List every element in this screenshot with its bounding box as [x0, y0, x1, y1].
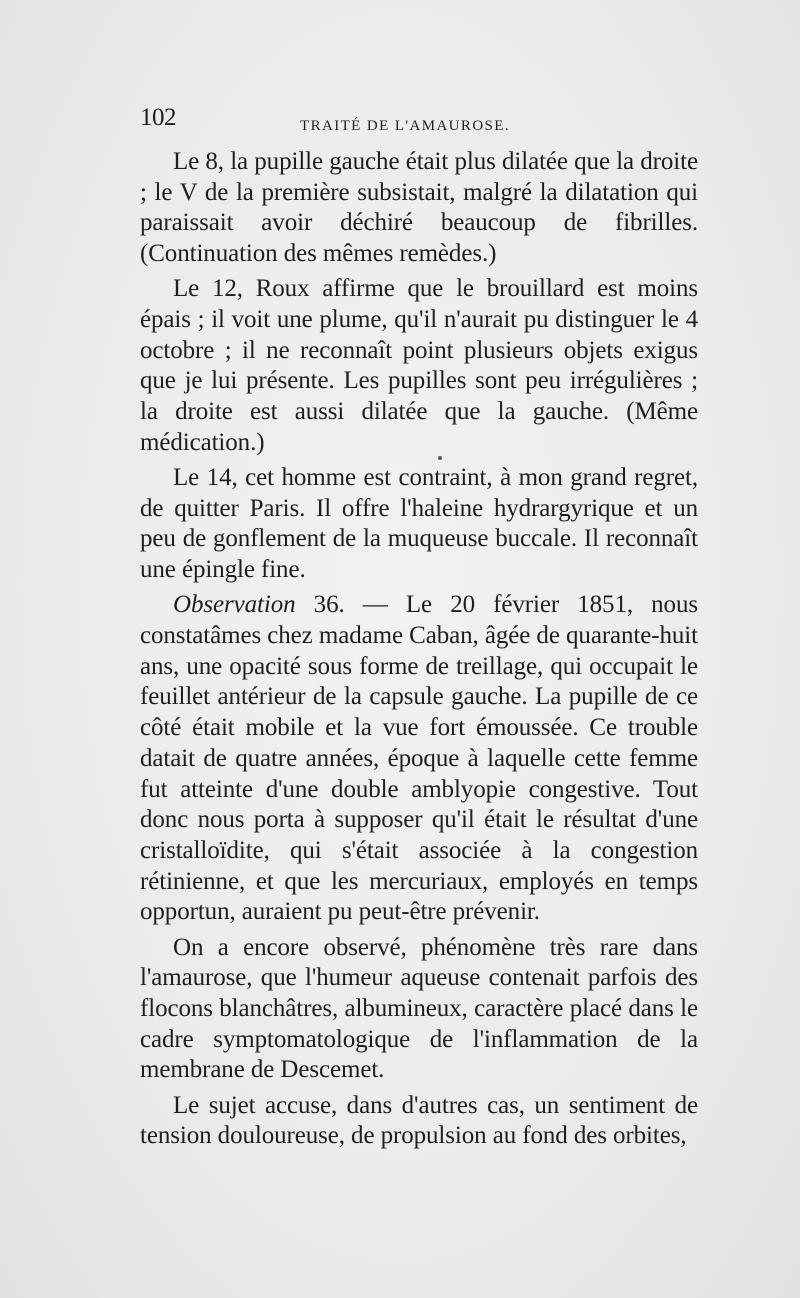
body-text	[140, 147, 698, 1157]
paragraph-text: On a encore observé, phénomène très rare dans l'amaurose, que l'humeur aqueuse contenait parfois des flocons blanchâtres, albumineux, caractère placé dans le cadre symptomatologique de l'inflammation de la membrane de Descemet.	[140, 933, 698, 1084]
paragraph-text: Le 12, Roux affirme que le brouillard est moins épais ; il voit une plume, qu'il n'aurait pu distinguer le 4 octobre ; il ne reconnaît point plusieurs objets exigus que je lui présente. Les pupilles sont peu irrégulières ; la droite est aussi dilatée que la gauche. (Même médication.)	[140, 275, 698, 456]
paragraph	[140, 147, 698, 270]
ink-speck	[438, 456, 442, 460]
paragraph	[140, 463, 698, 586]
page-number: 102	[140, 104, 176, 131]
observation-paragraph	[140, 590, 698, 928]
paragraph	[140, 933, 698, 1087]
page-header	[140, 104, 700, 138]
paragraph	[140, 1091, 698, 1152]
paragraph-text: Le sujet accuse, dans d'autres cas, un sentiment de tension douloureuse, de propulsion au fond des orbites,	[140, 1091, 698, 1150]
observation-label: Observation	[173, 591, 296, 619]
running-title: TRAITÉ DE L'AMAUROSE.	[300, 118, 511, 134]
paragraph-text: Le 14, cet homme est contraint, à mon grand regret, de quitter Paris. Il offre l'haleine hydrargyrique et un peu de gonflement de la muqueuse buccale. Il reconnaît une épingle fine.	[140, 464, 698, 584]
paragraph	[140, 274, 698, 458]
paragraph-text: Le 8, la pupille gauche était plus dilatée que la droite ; le V de la première subsistait, malgré la dilatation qui paraissait avoir déchiré beaucoup de fibrilles. (Continuation des mêmes remèdes.)	[140, 148, 698, 268]
paragraph-text: 36. — Le 20 février 1851, nous constatâmes chez madame Caban, âgée de quarante-huit ans, une opacité sous forme de treillage, qui occupait le feuillet antérieur de la capsule gauche. La pupille de ce côté était mobile et la vue fort émoussée. Ce trouble datait de quatre années, époque à laquelle cette femme fut atteinte d'une double amblyopie congestive. Tout donc nous porta à supposer qu'il était le résultat d'une cristalloïdite, qui s'était associée à la congestion rétinienne, et que les mercuriaux, employés en temps opportun, auraient pu peut-être prévenir.	[140, 591, 698, 926]
